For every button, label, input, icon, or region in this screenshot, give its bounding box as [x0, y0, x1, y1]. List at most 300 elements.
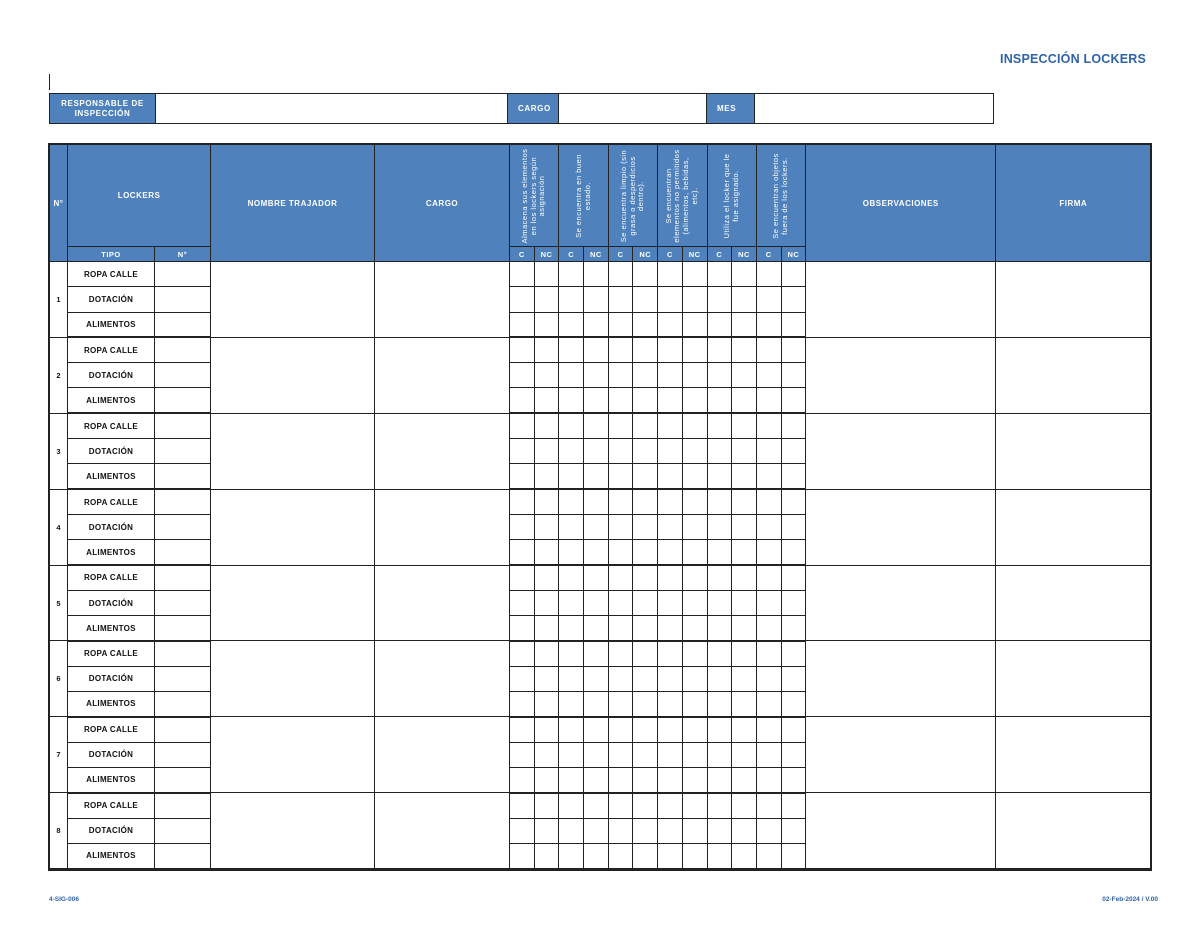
q2-nc-checkbox[interactable] — [584, 540, 609, 565]
q3-nc-checkbox[interactable] — [633, 489, 658, 514]
q1-nc-checkbox[interactable] — [534, 818, 559, 843]
q2-c-checkbox[interactable] — [559, 337, 584, 362]
q4-nc-checkbox[interactable] — [682, 818, 707, 843]
q5-c-checkbox[interactable] — [707, 262, 732, 287]
worker-cargo-field[interactable] — [375, 337, 510, 413]
q5-c-checkbox[interactable] — [707, 514, 732, 539]
q4-c-checkbox[interactable] — [658, 287, 683, 312]
q3-nc-checkbox[interactable] — [633, 666, 658, 691]
q6-c-checkbox[interactable] — [756, 312, 781, 337]
worker-name-field[interactable] — [211, 262, 375, 338]
firma-field[interactable] — [996, 793, 1151, 869]
q2-nc-checkbox[interactable] — [584, 641, 609, 666]
q4-nc-checkbox[interactable] — [682, 843, 707, 868]
q6-nc-checkbox[interactable] — [781, 666, 806, 691]
q5-nc-checkbox[interactable] — [732, 413, 757, 438]
locker-number-field[interactable] — [155, 388, 211, 413]
q4-nc-checkbox[interactable] — [682, 666, 707, 691]
q4-nc-checkbox[interactable] — [682, 540, 707, 565]
q3-c-checkbox[interactable] — [608, 262, 633, 287]
q4-nc-checkbox[interactable] — [682, 793, 707, 818]
q3-nc-checkbox[interactable] — [633, 767, 658, 792]
q2-nc-checkbox[interactable] — [584, 767, 609, 792]
q5-c-checkbox[interactable] — [707, 818, 732, 843]
q1-c-checkbox[interactable] — [510, 565, 535, 590]
q5-c-checkbox[interactable] — [707, 742, 732, 767]
q1-c-checkbox[interactable] — [510, 337, 535, 362]
q5-c-checkbox[interactable] — [707, 489, 732, 514]
q4-nc-checkbox[interactable] — [682, 767, 707, 792]
q4-nc-checkbox[interactable] — [682, 489, 707, 514]
q5-nc-checkbox[interactable] — [732, 641, 757, 666]
q5-nc-checkbox[interactable] — [732, 464, 757, 489]
q2-nc-checkbox[interactable] — [584, 565, 609, 590]
q4-c-checkbox[interactable] — [658, 363, 683, 388]
q5-nc-checkbox[interactable] — [732, 312, 757, 337]
worker-name-field[interactable] — [211, 337, 375, 413]
q3-nc-checkbox[interactable] — [633, 464, 658, 489]
q5-nc-checkbox[interactable] — [732, 337, 757, 362]
locker-number-field[interactable] — [155, 540, 211, 565]
q3-c-checkbox[interactable] — [608, 767, 633, 792]
q6-c-checkbox[interactable] — [756, 262, 781, 287]
q2-nc-checkbox[interactable] — [584, 363, 609, 388]
worker-cargo-field[interactable] — [375, 793, 510, 869]
q5-c-checkbox[interactable] — [707, 843, 732, 868]
q1-c-checkbox[interactable] — [510, 514, 535, 539]
q1-c-checkbox[interactable] — [510, 742, 535, 767]
q2-nc-checkbox[interactable] — [584, 692, 609, 717]
q5-nc-checkbox[interactable] — [732, 767, 757, 792]
q5-c-checkbox[interactable] — [707, 413, 732, 438]
q5-nc-checkbox[interactable] — [732, 843, 757, 868]
q2-c-checkbox[interactable] — [559, 692, 584, 717]
q3-nc-checkbox[interactable] — [633, 565, 658, 590]
observaciones-field[interactable] — [806, 641, 996, 717]
q5-nc-checkbox[interactable] — [732, 590, 757, 615]
q6-nc-checkbox[interactable] — [781, 413, 806, 438]
locker-number-field[interactable] — [155, 514, 211, 539]
q4-nc-checkbox[interactable] — [682, 439, 707, 464]
q2-c-checkbox[interactable] — [559, 742, 584, 767]
q1-c-checkbox[interactable] — [510, 692, 535, 717]
q2-c-checkbox[interactable] — [559, 666, 584, 691]
worker-name-field[interactable] — [211, 489, 375, 565]
q3-c-checkbox[interactable] — [608, 666, 633, 691]
q6-c-checkbox[interactable] — [756, 793, 781, 818]
q2-c-checkbox[interactable] — [559, 464, 584, 489]
q4-c-checkbox[interactable] — [658, 514, 683, 539]
q1-c-checkbox[interactable] — [510, 388, 535, 413]
firma-field[interactable] — [996, 337, 1151, 413]
q1-c-checkbox[interactable] — [510, 287, 535, 312]
q6-c-checkbox[interactable] — [756, 818, 781, 843]
observaciones-field[interactable] — [806, 565, 996, 641]
cargo-field[interactable] — [559, 94, 707, 123]
q6-nc-checkbox[interactable] — [781, 767, 806, 792]
q2-c-checkbox[interactable] — [559, 818, 584, 843]
q6-nc-checkbox[interactable] — [781, 641, 806, 666]
observaciones-field[interactable] — [806, 717, 996, 793]
q4-c-checkbox[interactable] — [658, 464, 683, 489]
worker-cargo-field[interactable] — [375, 262, 510, 338]
q6-nc-checkbox[interactable] — [781, 439, 806, 464]
q3-c-checkbox[interactable] — [608, 742, 633, 767]
mes-field[interactable] — [755, 94, 993, 123]
q3-nc-checkbox[interactable] — [633, 742, 658, 767]
q4-c-checkbox[interactable] — [658, 312, 683, 337]
q1-nc-checkbox[interactable] — [534, 590, 559, 615]
q1-nc-checkbox[interactable] — [534, 464, 559, 489]
q1-c-checkbox[interactable] — [510, 793, 535, 818]
locker-number-field[interactable] — [155, 767, 211, 792]
q3-c-checkbox[interactable] — [608, 540, 633, 565]
locker-number-field[interactable] — [155, 565, 211, 590]
worker-cargo-field[interactable] — [375, 717, 510, 793]
q2-c-checkbox[interactable] — [559, 717, 584, 742]
q6-nc-checkbox[interactable] — [781, 742, 806, 767]
q3-nc-checkbox[interactable] — [633, 363, 658, 388]
q4-nc-checkbox[interactable] — [682, 590, 707, 615]
q5-nc-checkbox[interactable] — [732, 514, 757, 539]
q3-nc-checkbox[interactable] — [633, 641, 658, 666]
q1-c-checkbox[interactable] — [510, 489, 535, 514]
q1-nc-checkbox[interactable] — [534, 489, 559, 514]
q4-c-checkbox[interactable] — [658, 565, 683, 590]
q6-c-checkbox[interactable] — [756, 717, 781, 742]
q3-c-checkbox[interactable] — [608, 717, 633, 742]
worker-cargo-field[interactable] — [375, 641, 510, 717]
q1-nc-checkbox[interactable] — [534, 540, 559, 565]
q2-c-checkbox[interactable] — [559, 565, 584, 590]
q4-c-checkbox[interactable] — [658, 767, 683, 792]
q4-c-checkbox[interactable] — [658, 793, 683, 818]
q4-c-checkbox[interactable] — [658, 843, 683, 868]
q2-c-checkbox[interactable] — [559, 641, 584, 666]
q4-nc-checkbox[interactable] — [682, 692, 707, 717]
q2-nc-checkbox[interactable] — [584, 489, 609, 514]
q2-c-checkbox[interactable] — [559, 312, 584, 337]
q1-nc-checkbox[interactable] — [534, 565, 559, 590]
firma-field[interactable] — [996, 641, 1151, 717]
q2-nc-checkbox[interactable] — [584, 666, 609, 691]
q3-nc-checkbox[interactable] — [633, 843, 658, 868]
q5-c-checkbox[interactable] — [707, 641, 732, 666]
q3-nc-checkbox[interactable] — [633, 262, 658, 287]
q4-nc-checkbox[interactable] — [682, 464, 707, 489]
q1-c-checkbox[interactable] — [510, 312, 535, 337]
q6-c-checkbox[interactable] — [756, 590, 781, 615]
q3-nc-checkbox[interactable] — [633, 793, 658, 818]
worker-name-field[interactable] — [211, 641, 375, 717]
q1-nc-checkbox[interactable] — [534, 742, 559, 767]
q5-nc-checkbox[interactable] — [732, 363, 757, 388]
q6-nc-checkbox[interactable] — [781, 464, 806, 489]
q3-nc-checkbox[interactable] — [633, 439, 658, 464]
q4-c-checkbox[interactable] — [658, 439, 683, 464]
q4-nc-checkbox[interactable] — [682, 262, 707, 287]
q6-c-checkbox[interactable] — [756, 540, 781, 565]
q3-c-checkbox[interactable] — [608, 692, 633, 717]
q6-c-checkbox[interactable] — [756, 641, 781, 666]
q2-nc-checkbox[interactable] — [584, 439, 609, 464]
q6-nc-checkbox[interactable] — [781, 312, 806, 337]
q4-c-checkbox[interactable] — [658, 818, 683, 843]
observaciones-field[interactable] — [806, 793, 996, 869]
locker-number-field[interactable] — [155, 818, 211, 843]
q6-nc-checkbox[interactable] — [781, 843, 806, 868]
locker-number-field[interactable] — [155, 439, 211, 464]
q4-c-checkbox[interactable] — [658, 540, 683, 565]
q1-c-checkbox[interactable] — [510, 818, 535, 843]
q6-c-checkbox[interactable] — [756, 413, 781, 438]
worker-name-field[interactable] — [211, 565, 375, 641]
observaciones-field[interactable] — [806, 489, 996, 565]
q5-nc-checkbox[interactable] — [732, 616, 757, 641]
firma-field[interactable] — [996, 262, 1151, 338]
locker-number-field[interactable] — [155, 337, 211, 362]
q1-nc-checkbox[interactable] — [534, 363, 559, 388]
q5-nc-checkbox[interactable] — [732, 489, 757, 514]
q2-nc-checkbox[interactable] — [584, 337, 609, 362]
q3-c-checkbox[interactable] — [608, 514, 633, 539]
q2-c-checkbox[interactable] — [559, 439, 584, 464]
q2-c-checkbox[interactable] — [559, 489, 584, 514]
q1-nc-checkbox[interactable] — [534, 843, 559, 868]
q5-c-checkbox[interactable] — [707, 590, 732, 615]
q2-c-checkbox[interactable] — [559, 514, 584, 539]
q3-nc-checkbox[interactable] — [633, 413, 658, 438]
firma-field[interactable] — [996, 565, 1151, 641]
q6-nc-checkbox[interactable] — [781, 717, 806, 742]
q5-nc-checkbox[interactable] — [732, 717, 757, 742]
q5-c-checkbox[interactable] — [707, 616, 732, 641]
q3-c-checkbox[interactable] — [608, 413, 633, 438]
q6-nc-checkbox[interactable] — [781, 262, 806, 287]
q2-c-checkbox[interactable] — [559, 616, 584, 641]
q2-nc-checkbox[interactable] — [584, 413, 609, 438]
q5-c-checkbox[interactable] — [707, 388, 732, 413]
observaciones-field[interactable] — [806, 413, 996, 489]
q1-c-checkbox[interactable] — [510, 540, 535, 565]
worker-name-field[interactable] — [211, 413, 375, 489]
q1-nc-checkbox[interactable] — [534, 439, 559, 464]
q1-nc-checkbox[interactable] — [534, 287, 559, 312]
q5-c-checkbox[interactable] — [707, 767, 732, 792]
q6-c-checkbox[interactable] — [756, 616, 781, 641]
q4-nc-checkbox[interactable] — [682, 616, 707, 641]
q1-nc-checkbox[interactable] — [534, 388, 559, 413]
q2-c-checkbox[interactable] — [559, 363, 584, 388]
q1-nc-checkbox[interactable] — [534, 312, 559, 337]
q5-c-checkbox[interactable] — [707, 692, 732, 717]
q6-nc-checkbox[interactable] — [781, 388, 806, 413]
q5-nc-checkbox[interactable] — [732, 540, 757, 565]
q3-c-checkbox[interactable] — [608, 843, 633, 868]
locker-number-field[interactable] — [155, 489, 211, 514]
q5-c-checkbox[interactable] — [707, 312, 732, 337]
q2-c-checkbox[interactable] — [559, 767, 584, 792]
q1-c-checkbox[interactable] — [510, 666, 535, 691]
q6-nc-checkbox[interactable] — [781, 692, 806, 717]
q6-nc-checkbox[interactable] — [781, 337, 806, 362]
q1-nc-checkbox[interactable] — [534, 692, 559, 717]
q2-nc-checkbox[interactable] — [584, 312, 609, 337]
q3-c-checkbox[interactable] — [608, 616, 633, 641]
q4-nc-checkbox[interactable] — [682, 363, 707, 388]
q2-c-checkbox[interactable] — [559, 388, 584, 413]
q1-nc-checkbox[interactable] — [534, 616, 559, 641]
q2-c-checkbox[interactable] — [559, 843, 584, 868]
locker-number-field[interactable] — [155, 717, 211, 742]
q2-nc-checkbox[interactable] — [584, 793, 609, 818]
observaciones-field[interactable] — [806, 262, 996, 338]
q2-c-checkbox[interactable] — [559, 287, 584, 312]
q6-c-checkbox[interactable] — [756, 388, 781, 413]
q5-nc-checkbox[interactable] — [732, 793, 757, 818]
q4-c-checkbox[interactable] — [658, 692, 683, 717]
q6-c-checkbox[interactable] — [756, 489, 781, 514]
q1-c-checkbox[interactable] — [510, 641, 535, 666]
q3-nc-checkbox[interactable] — [633, 540, 658, 565]
q2-c-checkbox[interactable] — [559, 793, 584, 818]
q3-c-checkbox[interactable] — [608, 489, 633, 514]
q3-nc-checkbox[interactable] — [633, 692, 658, 717]
q2-c-checkbox[interactable] — [559, 590, 584, 615]
q6-c-checkbox[interactable] — [756, 843, 781, 868]
q5-nc-checkbox[interactable] — [732, 742, 757, 767]
q3-nc-checkbox[interactable] — [633, 514, 658, 539]
q4-nc-checkbox[interactable] — [682, 514, 707, 539]
q6-nc-checkbox[interactable] — [781, 793, 806, 818]
q3-nc-checkbox[interactable] — [633, 287, 658, 312]
q3-c-checkbox[interactable] — [608, 565, 633, 590]
q2-nc-checkbox[interactable] — [584, 464, 609, 489]
q5-c-checkbox[interactable] — [707, 666, 732, 691]
q5-nc-checkbox[interactable] — [732, 439, 757, 464]
q6-nc-checkbox[interactable] — [781, 565, 806, 590]
q6-c-checkbox[interactable] — [756, 565, 781, 590]
q1-c-checkbox[interactable] — [510, 363, 535, 388]
q6-nc-checkbox[interactable] — [781, 818, 806, 843]
q4-c-checkbox[interactable] — [658, 262, 683, 287]
q4-c-checkbox[interactable] — [658, 388, 683, 413]
q6-nc-checkbox[interactable] — [781, 514, 806, 539]
worker-cargo-field[interactable] — [375, 565, 510, 641]
q5-nc-checkbox[interactable] — [732, 287, 757, 312]
q6-c-checkbox[interactable] — [756, 363, 781, 388]
q4-nc-checkbox[interactable] — [682, 717, 707, 742]
q3-nc-checkbox[interactable] — [633, 337, 658, 362]
q1-nc-checkbox[interactable] — [534, 717, 559, 742]
firma-field[interactable] — [996, 489, 1151, 565]
q5-c-checkbox[interactable] — [707, 565, 732, 590]
q3-c-checkbox[interactable] — [608, 641, 633, 666]
q2-nc-checkbox[interactable] — [584, 262, 609, 287]
locker-number-field[interactable] — [155, 590, 211, 615]
q1-c-checkbox[interactable] — [510, 767, 535, 792]
locker-number-field[interactable] — [155, 641, 211, 666]
q3-c-checkbox[interactable] — [608, 793, 633, 818]
q3-c-checkbox[interactable] — [608, 363, 633, 388]
q1-c-checkbox[interactable] — [510, 439, 535, 464]
q4-nc-checkbox[interactable] — [682, 388, 707, 413]
q1-c-checkbox[interactable] — [510, 590, 535, 615]
q2-nc-checkbox[interactable] — [584, 717, 609, 742]
q4-c-checkbox[interactable] — [658, 666, 683, 691]
q4-c-checkbox[interactable] — [658, 717, 683, 742]
q6-c-checkbox[interactable] — [756, 767, 781, 792]
q5-nc-checkbox[interactable] — [732, 818, 757, 843]
q1-nc-checkbox[interactable] — [534, 767, 559, 792]
q6-c-checkbox[interactable] — [756, 692, 781, 717]
q5-nc-checkbox[interactable] — [732, 666, 757, 691]
q6-c-checkbox[interactable] — [756, 666, 781, 691]
q4-nc-checkbox[interactable] — [682, 742, 707, 767]
q2-c-checkbox[interactable] — [559, 413, 584, 438]
q5-nc-checkbox[interactable] — [732, 388, 757, 413]
q5-c-checkbox[interactable] — [707, 363, 732, 388]
locker-number-field[interactable] — [155, 262, 211, 287]
worker-name-field[interactable] — [211, 717, 375, 793]
q1-c-checkbox[interactable] — [510, 262, 535, 287]
q3-nc-checkbox[interactable] — [633, 312, 658, 337]
q5-nc-checkbox[interactable] — [732, 692, 757, 717]
q4-c-checkbox[interactable] — [658, 489, 683, 514]
q6-c-checkbox[interactable] — [756, 514, 781, 539]
locker-number-field[interactable] — [155, 843, 211, 868]
q3-nc-checkbox[interactable] — [633, 717, 658, 742]
q2-nc-checkbox[interactable] — [584, 514, 609, 539]
q6-nc-checkbox[interactable] — [781, 540, 806, 565]
q6-c-checkbox[interactable] — [756, 439, 781, 464]
responsable-field[interactable] — [156, 94, 508, 123]
q5-nc-checkbox[interactable] — [732, 262, 757, 287]
q4-c-checkbox[interactable] — [658, 413, 683, 438]
q3-nc-checkbox[interactable] — [633, 616, 658, 641]
q2-nc-checkbox[interactable] — [584, 843, 609, 868]
q2-nc-checkbox[interactable] — [584, 818, 609, 843]
q4-nc-checkbox[interactable] — [682, 312, 707, 337]
q1-nc-checkbox[interactable] — [534, 413, 559, 438]
q3-c-checkbox[interactable] — [608, 439, 633, 464]
q1-nc-checkbox[interactable] — [534, 514, 559, 539]
q1-c-checkbox[interactable] — [510, 616, 535, 641]
locker-number-field[interactable] — [155, 363, 211, 388]
q2-nc-checkbox[interactable] — [584, 590, 609, 615]
q6-nc-checkbox[interactable] — [781, 590, 806, 615]
q6-c-checkbox[interactable] — [756, 464, 781, 489]
locker-number-field[interactable] — [155, 287, 211, 312]
q6-c-checkbox[interactable] — [756, 337, 781, 362]
q5-c-checkbox[interactable] — [707, 464, 732, 489]
q4-c-checkbox[interactable] — [658, 641, 683, 666]
q1-nc-checkbox[interactable] — [534, 666, 559, 691]
q4-nc-checkbox[interactable] — [682, 337, 707, 362]
q6-nc-checkbox[interactable] — [781, 363, 806, 388]
locker-number-field[interactable] — [155, 742, 211, 767]
observaciones-field[interactable] — [806, 337, 996, 413]
q5-c-checkbox[interactable] — [707, 793, 732, 818]
q5-c-checkbox[interactable] — [707, 337, 732, 362]
q1-nc-checkbox[interactable] — [534, 793, 559, 818]
q4-nc-checkbox[interactable] — [682, 413, 707, 438]
q3-c-checkbox[interactable] — [608, 287, 633, 312]
q2-c-checkbox[interactable] — [559, 262, 584, 287]
q5-nc-checkbox[interactable] — [732, 565, 757, 590]
q1-c-checkbox[interactable] — [510, 464, 535, 489]
q1-nc-checkbox[interactable] — [534, 262, 559, 287]
